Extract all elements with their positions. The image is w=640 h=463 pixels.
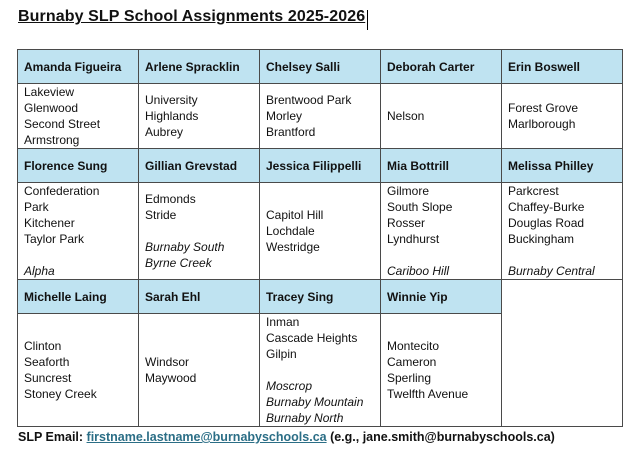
school-name: Brantford [266, 125, 316, 139]
secondary-school-name: Cariboo Hill [387, 264, 450, 278]
school-name: Sperling [387, 371, 432, 385]
school-name: Glenwood [24, 101, 79, 115]
school-list [381, 183, 502, 280]
header-row [18, 280, 623, 314]
school-name: University [145, 93, 198, 107]
school-name: Lochdale [266, 224, 315, 238]
slp-name: Melissa Philley [502, 149, 623, 183]
slp-name: Winnie Yip [381, 280, 502, 314]
school-name: Montecito [387, 339, 440, 353]
school-name: Inman [266, 315, 300, 329]
spacer [24, 247, 132, 263]
school-name: Taylor Park [24, 232, 85, 246]
school-name: Cascade Heights [266, 331, 358, 345]
school-name: Forest Grove [508, 101, 579, 115]
school-name: Lyndhurst [387, 232, 440, 246]
school-name: Buckingham [508, 232, 575, 246]
school-list [381, 84, 502, 149]
school-name: Suncrest [24, 371, 72, 385]
school-name: Seaforth [24, 355, 70, 369]
school-list [139, 84, 260, 149]
school-name: Westridge [266, 240, 320, 254]
slp-name: Mia Bottrill [381, 149, 502, 183]
slp-name: Chelsey Salli [260, 50, 381, 84]
school-name: Parkcrest [508, 184, 559, 198]
secondary-school-name: Alpha [24, 264, 55, 278]
school-list [260, 314, 381, 427]
school-name: Maywood [145, 371, 197, 385]
school-name: Stoney Creek [24, 387, 97, 401]
secondary-school-name: Byrne Creek [145, 256, 212, 270]
slp-name: Deborah Carter [381, 50, 502, 84]
slp-name: Arlene Spracklin [139, 50, 260, 84]
school-name: Stride [145, 208, 177, 222]
school-name: Nelson [387, 109, 425, 123]
school-name: Park [24, 200, 49, 214]
text-cursor [367, 10, 368, 30]
school-name: Windsor [145, 355, 190, 369]
spacer [387, 247, 495, 263]
school-list [502, 183, 623, 280]
school-name: Armstrong [24, 133, 80, 147]
school-name: Second Street [24, 117, 101, 131]
slp-name: Sarah Ehl [139, 280, 260, 314]
school-list [18, 84, 139, 149]
school-list [139, 314, 260, 427]
slp-name: Erin Boswell [502, 50, 623, 84]
school-list [502, 84, 623, 149]
spacer [145, 223, 253, 239]
school-name: Marlborough [508, 117, 576, 131]
school-list [381, 314, 502, 427]
secondary-school-name: Burnaby Central [508, 264, 595, 278]
slp-name: Florence Sung [18, 149, 139, 183]
assignments-table [17, 49, 623, 427]
secondary-school-name: Burnaby Mountain [266, 395, 364, 409]
footer-example: (e.g., jane.smith@burnabyschools.ca) [326, 430, 555, 444]
school-name: Morley [266, 109, 303, 123]
schools-row [18, 84, 623, 149]
school-name: Gilmore [387, 184, 430, 198]
school-name: Kitchener [24, 216, 75, 230]
school-name: South Slope [387, 200, 453, 214]
slp-name: Tracey Sing [260, 280, 381, 314]
school-name: Brentwood Park [266, 93, 352, 107]
footer [18, 430, 555, 444]
document-title: Burnaby SLP School Assignments 2025-2026 [18, 8, 366, 25]
school-list [18, 183, 139, 280]
school-name: Rosser [387, 216, 426, 230]
school-list [260, 183, 381, 280]
school-name: Chaffey-Burke [508, 200, 585, 214]
school-name: Twelfth Avenue [387, 387, 469, 401]
schools-row [18, 183, 623, 280]
spacer [508, 247, 616, 263]
school-name: Capitol Hill [266, 208, 324, 222]
header-row [18, 50, 623, 84]
school-name: Aubrey [145, 125, 184, 139]
slp-name: Jessica Filippelli [260, 149, 381, 183]
school-list [139, 183, 260, 280]
empty-cell [502, 280, 623, 427]
school-name: Cameron [387, 355, 437, 369]
school-name: Edmonds [145, 192, 196, 206]
slp-name: Michelle Laing [18, 280, 139, 314]
secondary-school-name: Burnaby North [266, 411, 344, 425]
school-name: Gilpin [266, 347, 297, 361]
school-name: Clinton [24, 339, 62, 353]
school-list [18, 314, 139, 427]
secondary-school-name: Moscrop [266, 379, 313, 393]
secondary-school-name: Burnaby South [145, 240, 225, 254]
footer-label: SLP Email: [18, 430, 87, 444]
slp-name: Amanda Figueira [18, 50, 139, 84]
school-name: Confederation [24, 184, 100, 198]
school-name: Douglas Road [508, 216, 585, 230]
spacer [266, 362, 374, 378]
school-name: Lakeview [24, 85, 75, 99]
school-name: Highlands [145, 109, 199, 123]
email-template-link[interactable]: firstname.lastname@burnabyschools.ca [86, 430, 327, 444]
slp-name: Gillian Grevstad [139, 149, 260, 183]
header-row [18, 149, 623, 183]
school-list [260, 84, 381, 149]
